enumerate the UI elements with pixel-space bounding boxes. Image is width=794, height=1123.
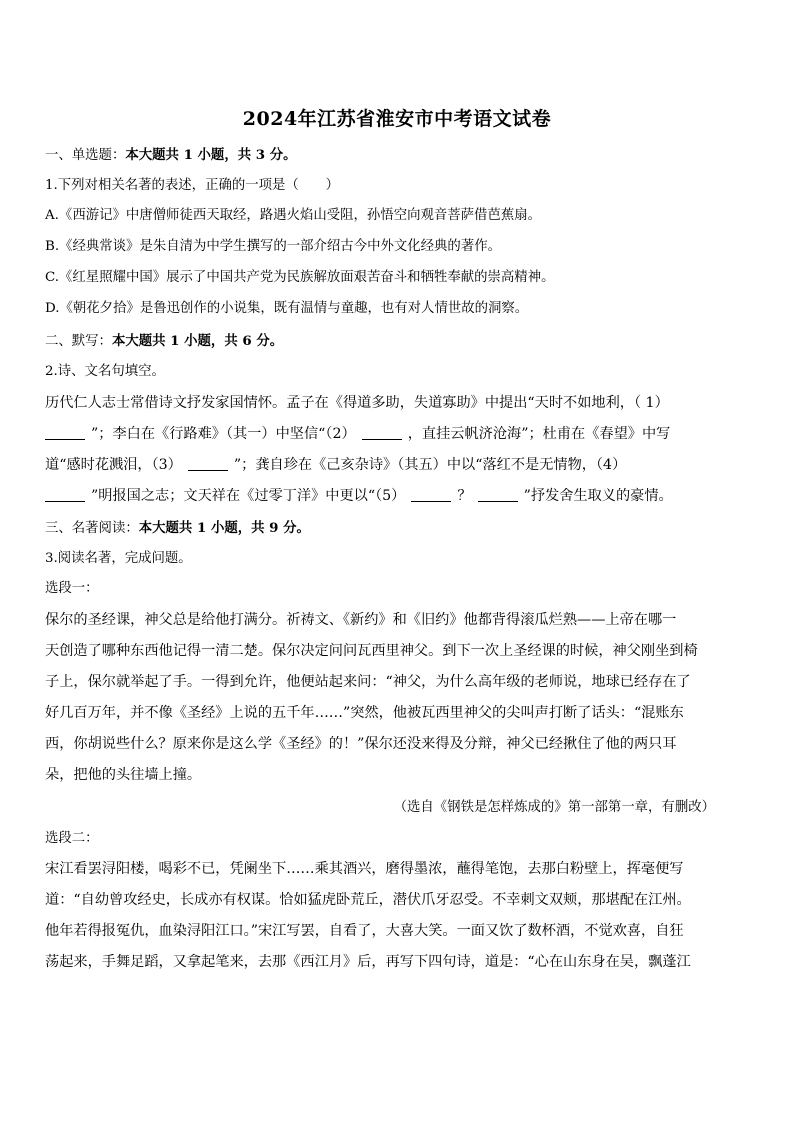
excerpt-2-label: 选段二： — [45, 831, 99, 846]
excerpt-1-line: 西，你胡说些什么？原来你是这么学《圣经》的！”保尔还没来得及分辩，神父已经揪住了他的两只耳 — [45, 736, 677, 752]
q1-option-a: A.《西游记》中唐僧师徒西天取经，路遇火焰山受阻，孙悟空向观音菩萨借芭蕉扇。 — [45, 208, 541, 223]
q2-line-4-text-a: ”明报国之志；文天祥在《过零丁洋》中更以“（5） — [91, 488, 406, 504]
q2-line-4 — [45, 486, 730, 506]
section-3-info: 本大题共 1 小题，共 9 分。 — [138, 520, 310, 536]
answer-blank-2[interactable] — [362, 427, 402, 440]
q2-line-3-text-a: 道“感时花溅泪，（3） — [45, 457, 182, 473]
q2-line-2-text-b: ，直挂云帆济沧海”；杜甫在《春望》中写 — [407, 426, 671, 442]
excerpt-2-line: 荡起来，手舞足蹈，又拿起笔来，去那《西江月》后，再写下四句诗，道是：“心在山东身在吴，飘蓬江 — [45, 954, 691, 970]
section-3-prefix: 三、名著阅读： — [45, 521, 139, 536]
answer-blank-4[interactable] — [45, 489, 85, 502]
excerpt-2-line: 道：“自幼曾攻经史，长成亦有权谋。恰如猛虎卧荒丘，潜伏爪牙忍受。不幸刺文双颊，那堪配在江州。 — [45, 892, 691, 908]
q3-stem: 3.阅读名著，完成问题。 — [45, 551, 192, 566]
q1-stem: 1.下列对相关名著的表述，正确的一项是（ ） — [45, 178, 339, 193]
q1-option-c: C.《红星照耀中国》展示了中国共产党为民族解放面艰苦奋斗和牺牲奉献的崇高精神。 — [45, 270, 555, 285]
section-2-prefix: 二、默写： — [45, 334, 112, 349]
excerpt-2-line: 宋江看罢浔阳楼，喝彩不已，凭阑坐下……乘其酒兴，磨得墨浓，蘸得笔饱，去那白粉壁上，挥毫便写 — [45, 861, 684, 877]
section-2-info: 本大题共 1 小题，共 6 分。 — [111, 333, 284, 349]
excerpt-1-line: 子上，保尔就举起了手。一得到允许，他便站起来问：“神父，为什么高年级的老师说，地球已经存在了 — [45, 674, 691, 690]
q2-line-4-text-b: ？ — [457, 488, 472, 504]
answer-blank-1[interactable] — [45, 427, 85, 440]
page-title: 2024年江苏省淮安市中考语文试卷 — [242, 108, 552, 130]
answer-blank-5b[interactable] — [478, 489, 518, 502]
excerpt-1-label: 选段一： — [45, 581, 99, 596]
q2-line-2-text-a: ”；李白在《行路难》（其一）中坚信“（2） — [91, 426, 356, 442]
section-3-heading — [45, 518, 745, 539]
section-1-info: 本大题共 1 小题，共 3 分。 — [125, 147, 297, 163]
excerpt-1-line: 天创造了哪种东西他记得一清二楚。保尔决定问问瓦西里神父。到下一次上圣经课的时候，神父刚坐到椅 — [45, 643, 698, 659]
excerpt-1-line: 保尔的圣经课，神父总是给他打满分。祈祷文、《新约》和《旧约》他都背得滚瓜烂熟——上帝在哪一 — [45, 612, 677, 628]
q2-line-4-text-c: ”抒发舍生取义的豪情。 — [523, 488, 673, 504]
section-1-prefix: 一、单选题： — [45, 148, 126, 163]
excerpt-1-line: 好几百万年，并不像《圣经》上说的五千年……”突然，他被瓦西里神父的尖叫声打断了话头：“混账东 — [45, 705, 684, 721]
q2-stem: 2.诗、文名句填空。 — [45, 364, 165, 379]
section-1-heading — [45, 145, 745, 166]
q2-line-3-text-b: ”；龚自珍在《己亥杂诗》（其五）中以“落红不是无情物，（4） — [233, 457, 627, 473]
q2-line-1: 历代仁人志士常借诗文抒发家国情怀。孟子在《得道多助，失道寡助》中提出“天时不如地利，（ 1） — [45, 395, 669, 411]
answer-blank-5a[interactable] — [411, 489, 451, 502]
answer-blank-3[interactable] — [188, 458, 228, 471]
excerpt-2-line: 他年若得报冤仇，血染浔阳江口。”宋江写罢，自看了，大喜大笑。一面又饮了数杯酒，不觉欢喜，自狂 — [45, 923, 684, 939]
q2-line-2 — [45, 424, 730, 444]
excerpt-1-source: （选自《钢铁是怎样炼成的》第一部第一章，有删改） — [393, 800, 715, 815]
q1-option-d: D.《朝花夕拾》是鲁迅创作的小说集，既有温情与童趣，也有对人情世故的洞察。 — [45, 301, 529, 316]
section-2-heading — [45, 331, 745, 352]
q2-line-3 — [45, 455, 730, 475]
excerpt-1-line: 朵，把他的头往墙上撞。 — [45, 767, 202, 783]
q1-option-b: B.《经典常谈》是朱自清为中学生撰写的一部介绍古今中外文化经典的著作。 — [45, 239, 501, 254]
